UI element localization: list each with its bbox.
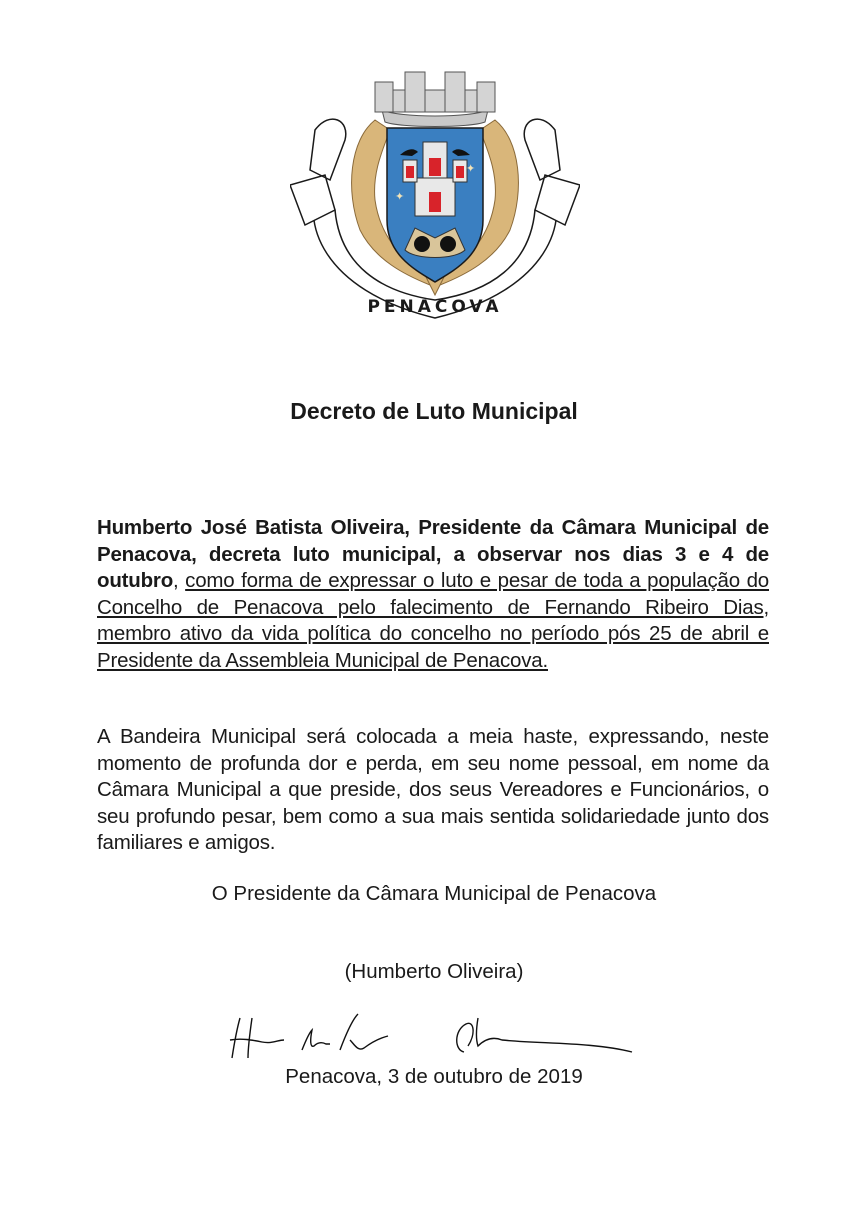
crest-motto: PENACOVA (367, 297, 503, 317)
document-title: Decreto de Luto Municipal (290, 398, 578, 424)
signatory-role: O Presidente da Câmara Municipal de Penacova (211, 882, 657, 905)
hole-icon (414, 236, 430, 252)
decree-paragraph (97, 515, 769, 674)
handwritten-signature (222, 1010, 642, 1065)
decree-underlined-text: como forma de expressar o luto e pesar de toda a população do Concelho de Penacova pelo falecimento de Fernando Ribeiro Dias, membro ativo da vida política do concelho no período pós 25 de abril e Presidente da Assembleia Municipal de Penacova. (97, 569, 769, 672)
ribbon-right-scroll (524, 119, 580, 225)
decree-separator: , (173, 569, 186, 592)
star-icon: ✦ (395, 191, 405, 203)
flag-paragraph: A Bandeira Municipal será colocada a meia haste, expressando, neste momento de profunda dor e perda, em seu nome pessoal, em nome da Câmara Municipal a que preside, dos seus Vereadores e Funcionários, o seu profundo pesar, bem como a sua mais sentida solidariedade junto dos familiares e amigos. (97, 725, 769, 854)
municipal-coat-of-arms (290, 60, 580, 330)
hole-icon (440, 236, 456, 252)
decree-bold-text: Humberto José Batista Oliveira, Presidente da Câmara Municipal de Penacova, decreta luto municipal, a observar nos dias 3 e 4 de outubro (97, 516, 769, 592)
signatory-name: (Humberto Oliveira) (344, 960, 524, 983)
star-icon: ✦ (466, 163, 476, 175)
mural-crown (375, 72, 495, 127)
ribbon-left-scroll (290, 119, 346, 225)
place-and-date: Penacova, 3 de outubro de 2019 (285, 1065, 583, 1088)
